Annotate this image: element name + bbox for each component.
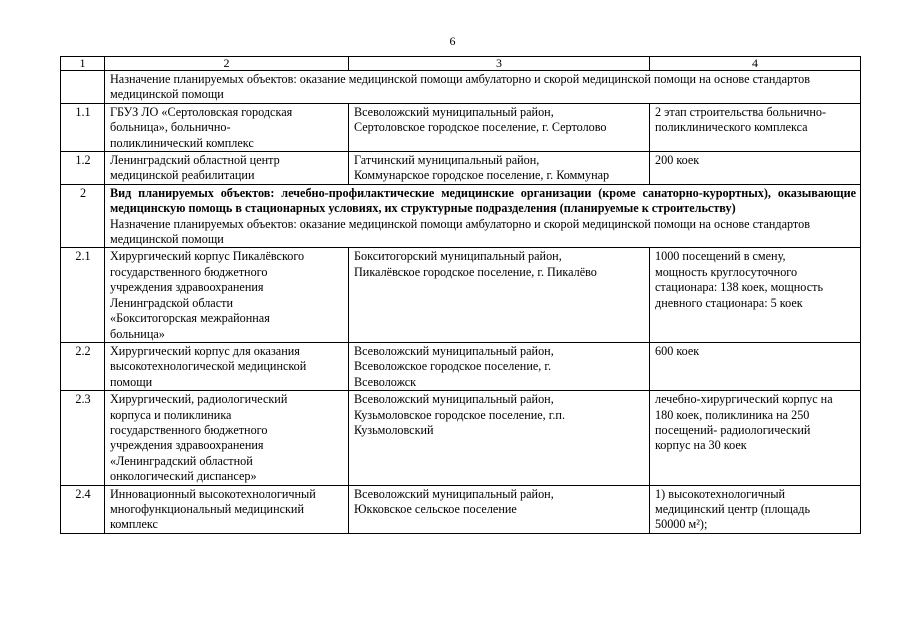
table-row	[61, 103, 861, 151]
object-name: Ленинградский областной центр медицинской реабилитации	[105, 152, 349, 185]
object-location: Бокситогорский муниципальный район, Пикалёвское городское поселение, г. Пикалёво	[349, 248, 650, 342]
object-location: Всеволожский муниципальный район, Юкковское сельское поселение	[349, 485, 650, 533]
objects-table	[60, 56, 861, 534]
object-characteristics: 2 этап строительства больнично- поликлинического комплекса	[650, 103, 861, 151]
table-row	[61, 485, 861, 533]
section-2-number: 2	[61, 184, 105, 248]
section-2-cell	[105, 184, 861, 248]
table-row	[61, 391, 861, 485]
section-2-title: Вид планируемых объектов: лечебно-профилактические медицинские организации (кроме санаторно-курортных), оказывающие медицинскую помощь в стационарных условиях, их структурные подразделения (планируемые к строительству)	[110, 185, 856, 216]
row-number: 1.2	[61, 152, 105, 185]
object-characteristics: 1) высокотехнологичный медицинский центр (площадь 50000 м²);	[650, 485, 861, 533]
object-characteristics: 600 коек	[650, 342, 861, 390]
object-name: Хирургический корпус Пикалёвского государственного бюджетного учреждения здравоохранения Ленинградской области «Бокситогорская межрайонная больница»	[105, 248, 349, 342]
section-1-num-cell	[61, 71, 105, 104]
header-col-4: 4	[650, 57, 861, 71]
row-number: 2.1	[61, 248, 105, 342]
object-location: Всеволожский муниципальный район, Всеволожское городское поселение, г. Всеволожск	[349, 342, 650, 390]
object-characteristics: лечебно-хирургический корпус на 180 коек, поликлиника на 250 посещений- радиологический корпус на 30 коек	[650, 391, 861, 485]
header-col-1: 1	[61, 57, 105, 71]
object-location: Всеволожский муниципальный район, Кузьмоловское городское поселение, г.п. Кузьмоловский	[349, 391, 650, 485]
object-location: Гатчинский муниципальный район, Коммунарское городское поселение, г. Коммунар	[349, 152, 650, 185]
object-name: Инновационный высокотехнологичный многофункциональный медицинский комплекс	[105, 485, 349, 533]
section-1-purpose: Назначение планируемых объектов: оказание медицинской помощи амбулаторно и скорой медицинской помощи на основе стандартов медицинской помощи	[105, 71, 861, 104]
header-col-3: 3	[349, 57, 650, 71]
object-name: Хирургический, радиологический корпуса и поликлиника государственного бюджетного учреждения здравоохранения «Ленинградский областной онкологический диспансер»	[105, 391, 349, 485]
page-number: 6	[449, 34, 456, 48]
table-row	[61, 342, 861, 390]
table-row	[61, 248, 861, 342]
row-number: 2.3	[61, 391, 105, 485]
header-col-2: 2	[105, 57, 349, 71]
object-characteristics: 1000 посещений в смену, мощность круглосуточного стационара: 138 коек, мощность дневного стационара: 5 коек	[650, 248, 861, 342]
object-name: Хирургический корпус для оказания высокотехнологической медицинской помощи	[105, 342, 349, 390]
row-number: 1.1	[61, 103, 105, 151]
section-2-purpose: Назначение планируемых объектов: оказание медицинской помощи амбулаторно и скорой медицинской помощи на основе стандартов медицинской помощи	[110, 216, 810, 247]
table-header-row	[61, 57, 861, 71]
object-name: ГБУЗ ЛО «Сертоловская городская больница», больнично- поликлинический комплекс	[105, 103, 349, 151]
object-location: Всеволожский муниципальный район, Сертоловское городское поселение, г. Сертолово	[349, 103, 650, 151]
section-2-row	[61, 184, 861, 248]
row-number: 2.2	[61, 342, 105, 390]
row-number: 2.4	[61, 485, 105, 533]
object-characteristics: 200 коек	[650, 152, 861, 185]
section-1-purpose-row	[61, 71, 861, 104]
table-row	[61, 152, 861, 185]
